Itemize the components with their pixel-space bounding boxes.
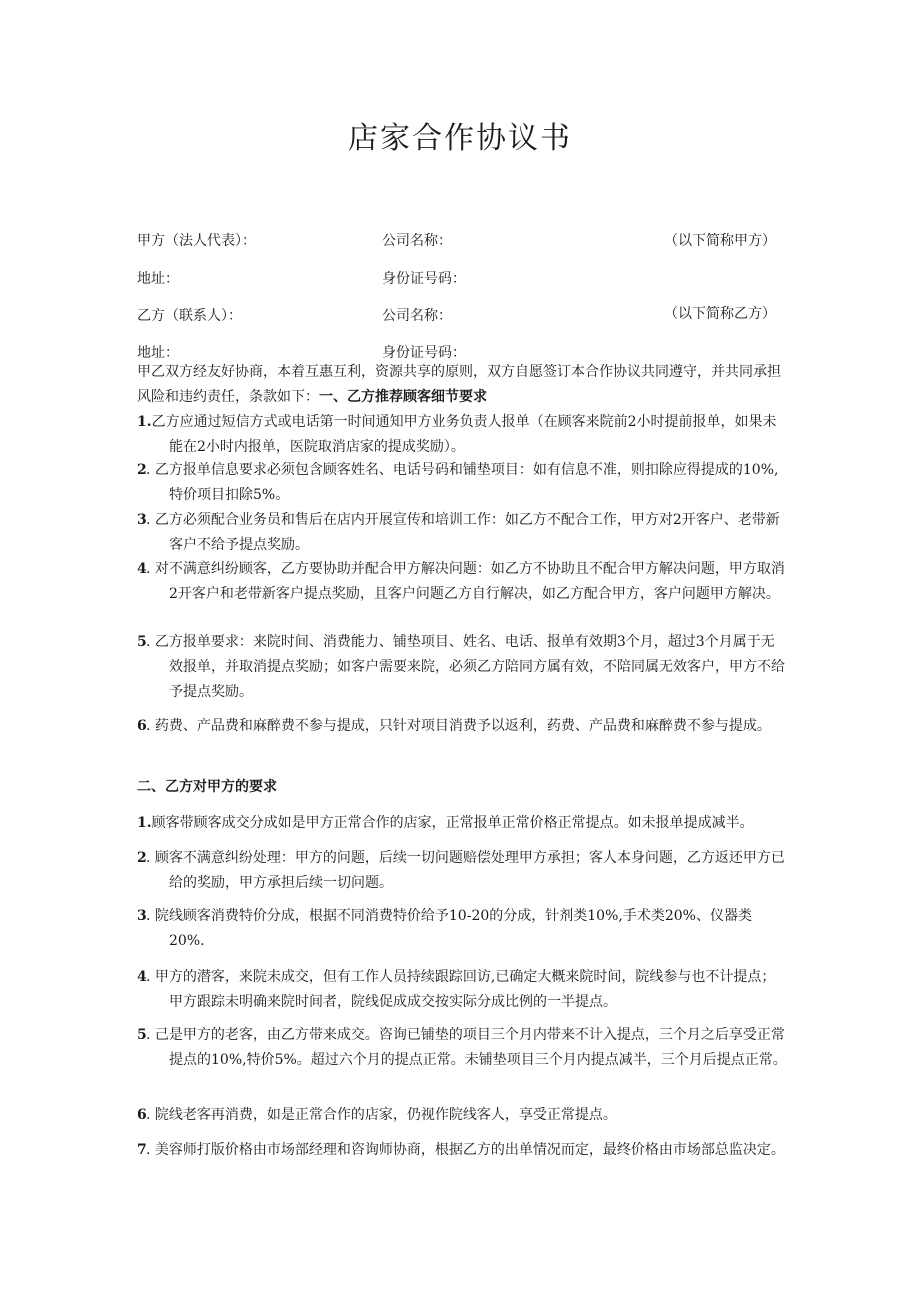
party-b-address-label: 地址： <box>137 345 179 361</box>
item-text: . 乙方必须配合业务员和售后在店内开展宣传和培训工作：如乙方不配合工作，甲方对2开客户、老带新客户不给予提点奖励。 <box>146 512 780 553</box>
item-number: 2 <box>137 462 147 478</box>
intro-text: 甲乙双方经友好协商，本着互惠互利，资源共享的原则，双方自愿签订本合作协议共同遵守，并共同承担风险和违约责任，条款如下： <box>137 364 781 405</box>
section2-item-7 <box>137 1138 787 1163</box>
party-b-id-label: 身份证号码： <box>382 345 466 361</box>
item-number: 1. <box>137 815 152 831</box>
item-number: 7 <box>137 1142 147 1158</box>
party-a-company-label: 公司名称： <box>382 233 452 249</box>
item-number: 1. <box>137 414 152 430</box>
section2-item-6 <box>137 1103 787 1128</box>
item-text: . 院线老客再消费，如是正常合作的店家，仍视作院线客人，享受正常提点。 <box>146 1107 617 1123</box>
item-text: . 美容师打版价格由市场部经理和咨询师协商，根据乙方的出单情况而定，最终价格由市场部总监决定。 <box>146 1142 785 1158</box>
section2-item-2 <box>137 846 787 896</box>
party-b-short-label: （以下简称乙方） <box>664 306 776 322</box>
party-a-id-label: 身份证号码： <box>382 271 466 287</box>
section1-title: 一、乙方推荐顾客细节要求 <box>319 389 487 405</box>
item-text: 顾客带顾客成交分成如是甲方正常合作的店家，正常报单正常价格正常提点。如未报单提成减半。 <box>151 815 754 831</box>
intro-paragraph <box>137 360 787 410</box>
item-text: 乙方应通过短信方式或电话第一时间通知甲方业务负责人报单（在顾客来院前2小时提前报单，如果未能在2小时内报单，医院取消店家的提成奖励）。 <box>151 414 777 455</box>
section1-item-5 <box>137 630 787 705</box>
item-text: . 乙方报单要求：来院时间、消费能力、铺垫项目、姓名、电话、报单有效期3个月，超过3个月属于无效报单，并取消提点奖励；如客户需要来院，必须乙方陪同方属有效，不陪同属无效客户，甲方不给予提点奖励。 <box>146 634 785 700</box>
section2-title: 二、乙方对甲方的要求 <box>137 779 277 795</box>
item-number: 3 <box>137 512 147 528</box>
item-text: . 乙方报单信息要求必须包含顾客姓名、电话号码和铺垫项目：如有信息不准，则扣除应得提成的10%,特价项目扣除5%。 <box>146 462 779 503</box>
item-number: 4 <box>137 969 147 985</box>
section2-item-1 <box>137 811 787 836</box>
item-number: 4 <box>137 561 147 577</box>
item-number: 3 <box>137 908 147 924</box>
section1-item-3 <box>137 508 787 558</box>
item-number: 2 <box>137 850 147 866</box>
party-a-rep-label: 甲方（法人代表）： <box>137 233 256 249</box>
item-number: 5 <box>137 634 147 650</box>
party-a-short-label: （以下简称甲方） <box>664 233 776 249</box>
item-text: . 甲方的潜客，来院未成交，但有工作人员持续跟踪回访,已确定大概来院时间，院线参与也不计提点；甲方跟踪未明确来院时间者，院线促成成交按实际分成比例的一半提点。 <box>146 969 776 1010</box>
section1-item-6 <box>137 714 787 739</box>
item-text: . 院线顾客消费特价分成，根据不同消费特价给予10-20的分成，针剂类10%,手术类20%、仪器类20%. <box>146 908 752 949</box>
item-text: . 顾客不满意纠纷处理：甲方的问题，后续一切问题赔偿处理甲方承担；客人本身问题，乙方返还甲方已给的奖励，甲方承担后续一切问题。 <box>146 850 785 891</box>
section1-item-4 <box>137 557 787 607</box>
section2-item-5 <box>137 1023 787 1073</box>
section1-item-1 <box>137 410 787 460</box>
section1-item-2 <box>137 458 787 508</box>
item-number: 6 <box>137 718 147 734</box>
item-number: 5 <box>137 1027 147 1043</box>
item-number: 6 <box>137 1107 147 1123</box>
party-b-company-label: 公司名称： <box>382 308 452 324</box>
item-text: . 己是甲方的老客，由乙方带来成交。咨询已铺垫的项目三个月内带来不计入提点，三个月之后享受正常提点的10%,特价5%。超过六个月的提点正常。未铺垫项目三个月内提点减半，三个月后提点正常。 <box>146 1027 787 1068</box>
item-text: . 药费、产品费和麻醉费不参与提成，只针对项目消费予以返利，药费、产品费和麻醉费不参与提成。 <box>146 718 771 734</box>
document-title: 店家合作协议书 <box>348 121 572 156</box>
section2-item-4 <box>137 965 787 1015</box>
party-a-address-label: 地址： <box>137 271 179 287</box>
item-text: . 对不满意纠纷顾客，乙方要协助并配合甲方解决问题：如乙方不协助且不配合甲方解决问题，甲方取消2开客户和老带新客户提点奖励，且客户问题乙方自行解决，如乙方配合甲方，客户问题甲方解决。 <box>146 561 785 602</box>
section2-item-3 <box>137 904 787 954</box>
party-b-contact-label: 乙方（联系人）： <box>137 308 242 324</box>
